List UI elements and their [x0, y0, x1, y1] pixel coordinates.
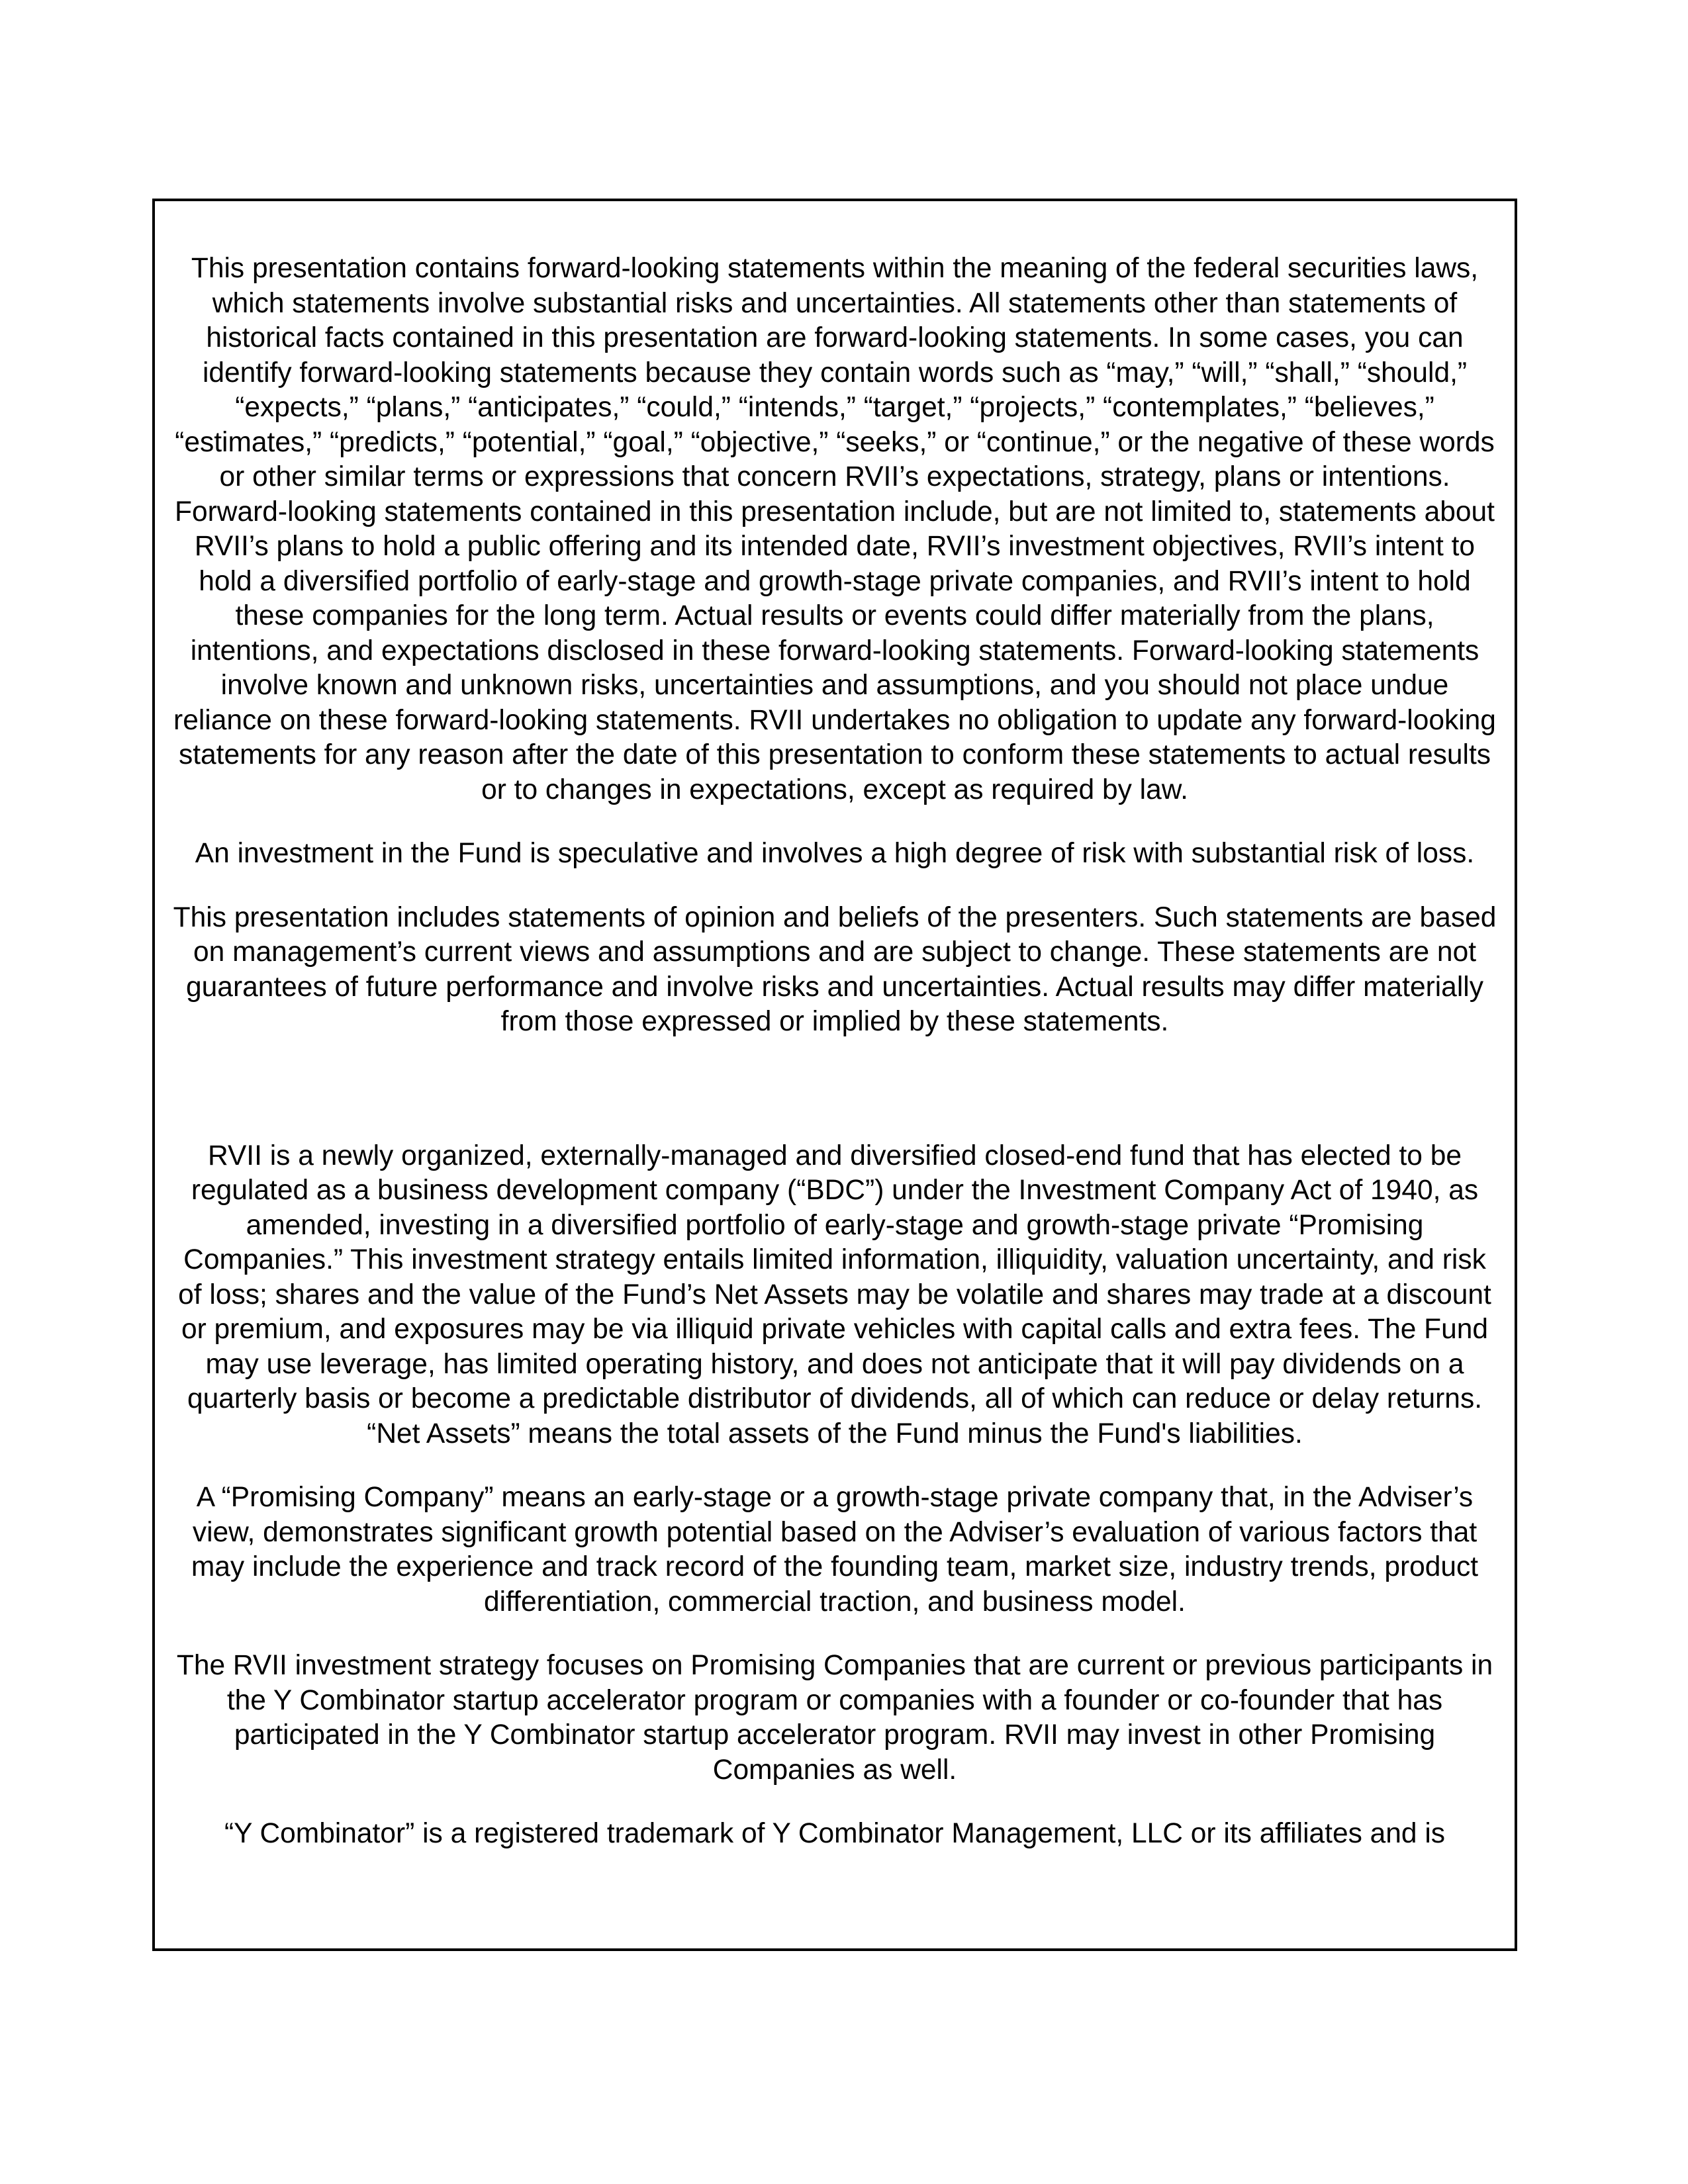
- trademark-paragraph: “Y Combinator” is a registered trademark of Y Combinator Management, LLC or its affiliates and is: [224, 1818, 1446, 1849]
- fund-description-paragraph: RVII is a newly organized, externally-managed and diversified closed‐end fund that has elected to be regulated as a business development company (“BDC”) under the Investment Company Act of 1940, as amended, investing in a diversified portfolio of early-stage and growth-stage private “Promising Companies.” This investment strategy entails limited information, illiquidity, valuation uncertainty, and risk of loss; shares and the value of the Fund’s Net Assets may be volatile and shares may trade at a discount or premium, and exposures may be via illiquid private vehicles with capital calls and extra fees. The Fund may use leverage, has limited operating history, and does not anticipate that it will pay dividends on a quarterly basis or become a predictable distributor of dividends, all of which can reduce or delay returns. “Net Assets” means the total assets of the Fund minus the Fund's liabilities.: [178, 1140, 1491, 1449]
- risk-of-loss-paragraph: An investment in the Fund is speculative and involves a high degree of risk with substantial risk of loss.: [195, 838, 1475, 869]
- disclosure-box: [152, 199, 1517, 1951]
- opinions-paragraph: This presentation includes statements of opinion and beliefs of the presenters. Such statements are based on management’s current views and assumptions and are subject to change. These statements are not guarantees of future performance and involve risks and uncertainties. Actual results may differ materially from those expressed or implied by these statements.: [173, 901, 1497, 1037]
- section-spacer: [168, 1069, 1501, 1139]
- forward-looking-statements-paragraph: This presentation contains forward-looking statements within the meaning of the federal securities laws, which statements involve substantial risks and uncertainties. All statements other than statements of historical facts contained in this presentation are forward-looking statements. In some cases, you can identify forward-looking statements because they contain words such as “may,” “will,” “shall,” “should,” “expects,” “plans,” “anticipates,” “could,” “intends,” “target,” “projects,” “contemplates,” “believes,” “estimates,” “predicts,” “potential,” “goal,” “objective,” “seeks,” or “continue,” or the negative of these words or other similar terms or expressions that concern RVII’s expectations, strategy, plans or intentions. Forward-looking statements contained in this presentation include, but are not limited to, statements about RVII’s plans to hold a public offering and its intended date, RVII’s investment objectives, RVII’s intent to hold a diversified portfolio of early-stage and growth-stage private companies, and RVII’s intent to hold these companies for the long term. Actual results or events could differ materially from the plans, intentions, and expectations disclosed in these forward-looking statements. Forward-looking statements involve known and unknown risks, uncertainties and assumptions, and you should not place undue reliance on these forward-looking statements. RVII undertakes no obligation to update any forward-looking statements for any reason after the date of this presentation to conform these statements to actual results or to changes in expectations, except as required by law.: [173, 253, 1496, 805]
- investment-strategy-paragraph: The RVII investment strategy focuses on Promising Companies that are current or previous participants in the Y Combinator startup accelerator program or companies with a founder or co-founder that has participated in the Y Combinator startup accelerator program. RVII may invest in other Promising Companies as well.: [176, 1650, 1493, 1786]
- promising-company-definition-paragraph: A “Promising Company” means an early-stage or a growth-stage private company that, in the Adviser’s view, demonstrates significant growth potential based on the Adviser’s evaluation of various factors that may include the experience and track record of the founding team, market size, industry trends, product differentiation, commercial traction, and business model.: [191, 1482, 1479, 1617]
- disclosure-text-block: [168, 251, 1501, 1881]
